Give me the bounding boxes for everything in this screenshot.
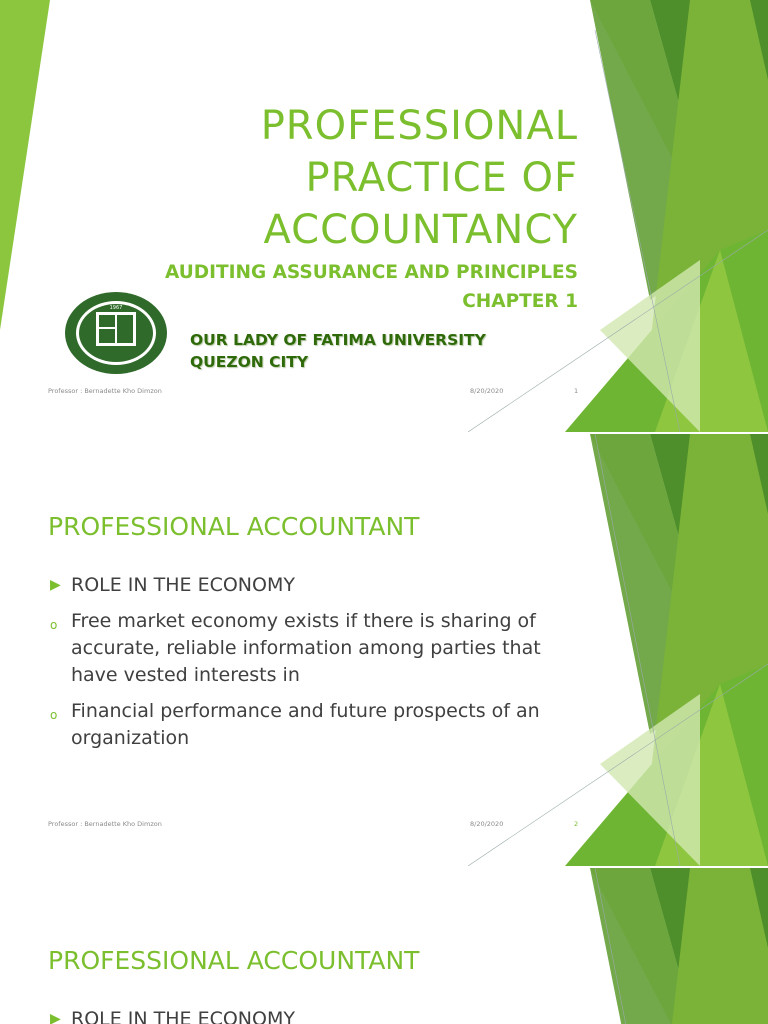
university-line: QUEZON CITY [190, 353, 309, 371]
triangle-bullet-icon: ▶ [50, 577, 61, 593]
slide-1-title [261, 100, 578, 256]
subtitle-line: AUDITING ASSURANCE AND PRINCIPLES [164, 262, 578, 283]
footer-date: 8/20/2020 [470, 387, 504, 395]
slide-3 [0, 868, 768, 1024]
slide-number: 1 [574, 387, 579, 395]
heading-text: ROLE IN THE ECONOMY [71, 1008, 295, 1024]
circle-bullet-icon: o [50, 708, 58, 722]
subtitle-line: CHAPTER 1 [462, 291, 578, 312]
bullet-item [50, 608, 580, 689]
university-name [190, 329, 486, 373]
logo-year: 1967 [109, 305, 123, 311]
bullet-text: Financial performance and future prospects of an organization [71, 700, 540, 749]
slide-1 [0, 0, 768, 432]
title-line: PRACTICE OF [305, 155, 578, 201]
bullet-heading [50, 572, 580, 599]
bullet-heading [50, 1006, 580, 1024]
triangle-bullet-icon: ▶ [50, 1011, 61, 1024]
slide-2-content [50, 572, 580, 761]
title-line: PROFESSIONAL [260, 103, 578, 149]
footer-professor: Professor : Bernadette Kho Dimzon [48, 820, 162, 828]
bullet-text: Free market economy exists if there is sharing of accurate, reliable information among parties that have vested interests in [71, 610, 541, 686]
footer-professor: Professor : Bernadette Kho Dimzon [48, 387, 162, 395]
bullet-item [50, 698, 580, 752]
slide-3-title: PROFESSIONAL ACCOUNTANT [48, 946, 420, 975]
slide-number: 2 [574, 820, 579, 828]
slide-1-subtitle [165, 258, 578, 316]
university-line: OUR LADY OF FATIMA UNIVERSITY [190, 331, 486, 349]
slide-2-title: PROFESSIONAL ACCOUNTANT [48, 512, 420, 541]
university-seal-logo [63, 290, 169, 376]
title-line: ACCOUNTANCY [263, 207, 578, 253]
footer-date: 8/20/2020 [470, 820, 504, 828]
slide-3-content [50, 1006, 580, 1024]
slide-2 [0, 434, 768, 866]
heading-text: ROLE IN THE ECONOMY [71, 574, 295, 596]
circle-bullet-icon: o [50, 618, 58, 632]
